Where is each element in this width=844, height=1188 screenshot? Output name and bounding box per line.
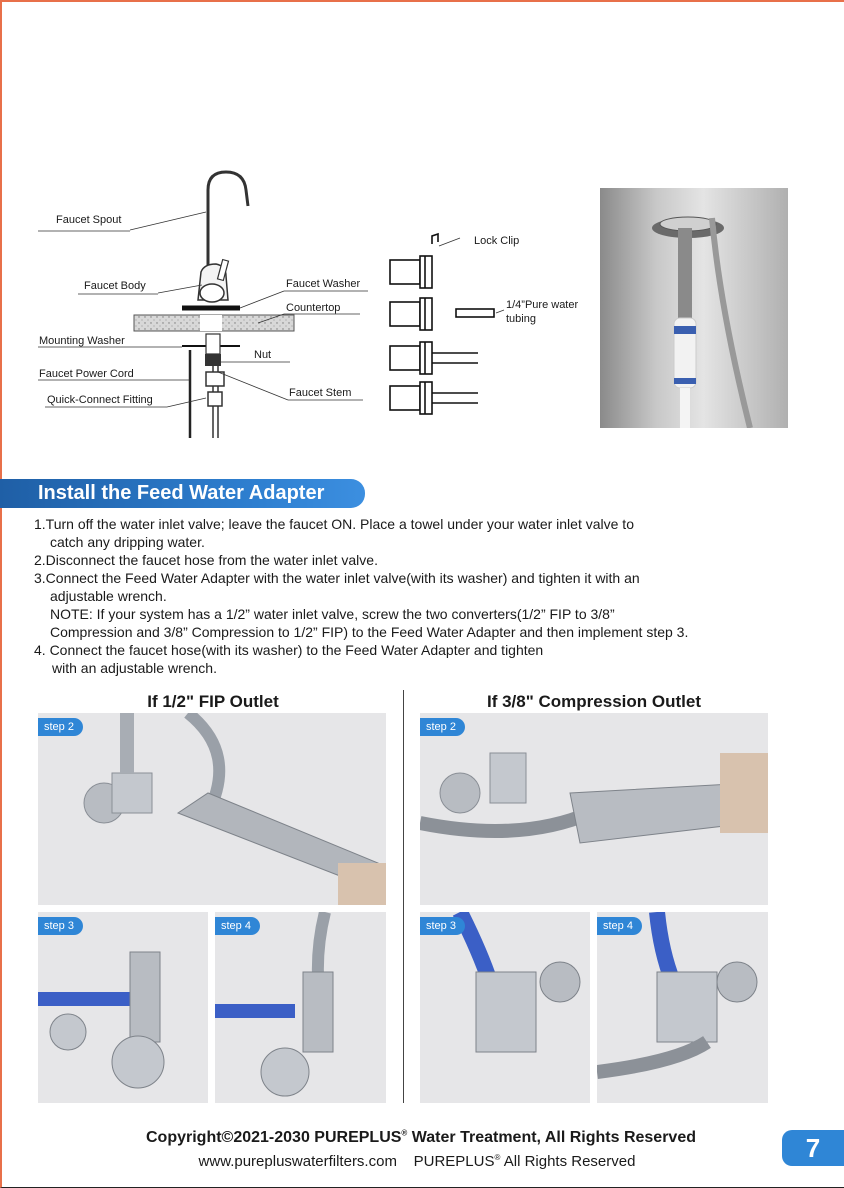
- label-lock-clip: Lock Clip: [474, 235, 520, 247]
- fip-step4-photo: [215, 912, 386, 1103]
- right-column-title: If 3/8" Compression Outlet: [487, 692, 701, 711]
- label-faucet-stem: Faucet Stem: [289, 387, 352, 399]
- quick-connect-fitting-shape: [206, 372, 224, 386]
- website-link[interactable]: www.purepluswaterfilters.com: [198, 1153, 397, 1170]
- quick-connect-sequence: [390, 234, 494, 414]
- step-badge: step 4: [215, 917, 260, 935]
- label-faucet-power-cord: Faucet Power Cord: [39, 368, 134, 380]
- section-header: Install the Feed Water Adapter: [0, 479, 365, 508]
- step-badge: step 2: [38, 718, 83, 736]
- page-number: 7: [782, 1130, 844, 1166]
- column-divider: [403, 690, 404, 1103]
- label-faucet-spout: Faucet Spout: [56, 214, 122, 226]
- instruction-step-3: 3.Connect the Feed Water Adapter with the water inlet valve(with its washer) and tighten it with an: [34, 570, 640, 586]
- fip-step2-photo: [38, 713, 386, 905]
- instructions-list: [34, 515, 804, 677]
- instruction-note: NOTE: If your system has a 1/2” water inlet valve, screw the two converters(1/2” FIP to 3/8”: [50, 606, 615, 622]
- instruction-step-1: 1.Turn off the water inlet valve; leave the faucet ON. Place a towel under your water inlet valve to: [34, 516, 634, 532]
- instruction-step-3-cont: adjustable wrench.: [50, 588, 167, 604]
- instruction-step-4: 4. Connect the faucet hose(with its washer) to the Feed Water Adapter and tighten: [34, 642, 544, 658]
- under-sink-fitting-photo: [600, 188, 788, 428]
- fip-step3-photo: [38, 912, 208, 1103]
- step-badge: step 3: [38, 917, 83, 935]
- step-badge: step 2: [420, 718, 465, 736]
- compression-step4-photo: [597, 912, 768, 1103]
- step-badge: step 4: [597, 917, 642, 935]
- label-nut: Nut: [254, 349, 272, 361]
- footer-website: www.purepluswaterfilters.com PUREPLUS® All Rights Reserved: [198, 1153, 636, 1170]
- instruction-step-2: 2.Disconnect the faucet hose from the water inlet valve.: [34, 552, 378, 568]
- label-faucet-body: Faucet Body: [84, 280, 146, 292]
- instruction-step-1-cont: catch any dripping water.: [50, 534, 205, 550]
- compression-step3-photo: [420, 912, 590, 1103]
- label-mounting-washer: Mounting Washer: [39, 335, 125, 347]
- instruction-note-cont: Compression and 3/8” Compression to 1/2” FIP) to the Feed Water Adapter and then implement step 3.: [50, 624, 689, 640]
- compression-step2-photo: [420, 713, 768, 905]
- label-tubing-2: tubing: [506, 313, 536, 325]
- label-countertop: Countertop: [286, 302, 341, 314]
- label-tubing-1: 1/4”Pure water: [506, 299, 579, 311]
- faucet-installation-diagram: [30, 160, 600, 450]
- label-quick-connect-fitting: Quick-Connect Fitting: [47, 394, 153, 406]
- step-badge: step 3: [420, 917, 465, 935]
- label-faucet-washer: Faucet Washer: [286, 278, 361, 290]
- left-column-title: If 1/2" FIP Outlet: [147, 692, 279, 711]
- footer-copyright: Copyright©2021-2030 PUREPLUS® Water Treatment, All Rights Reserved: [146, 1129, 696, 1147]
- instruction-step-4-cont: with an adjustable wrench.: [52, 660, 217, 676]
